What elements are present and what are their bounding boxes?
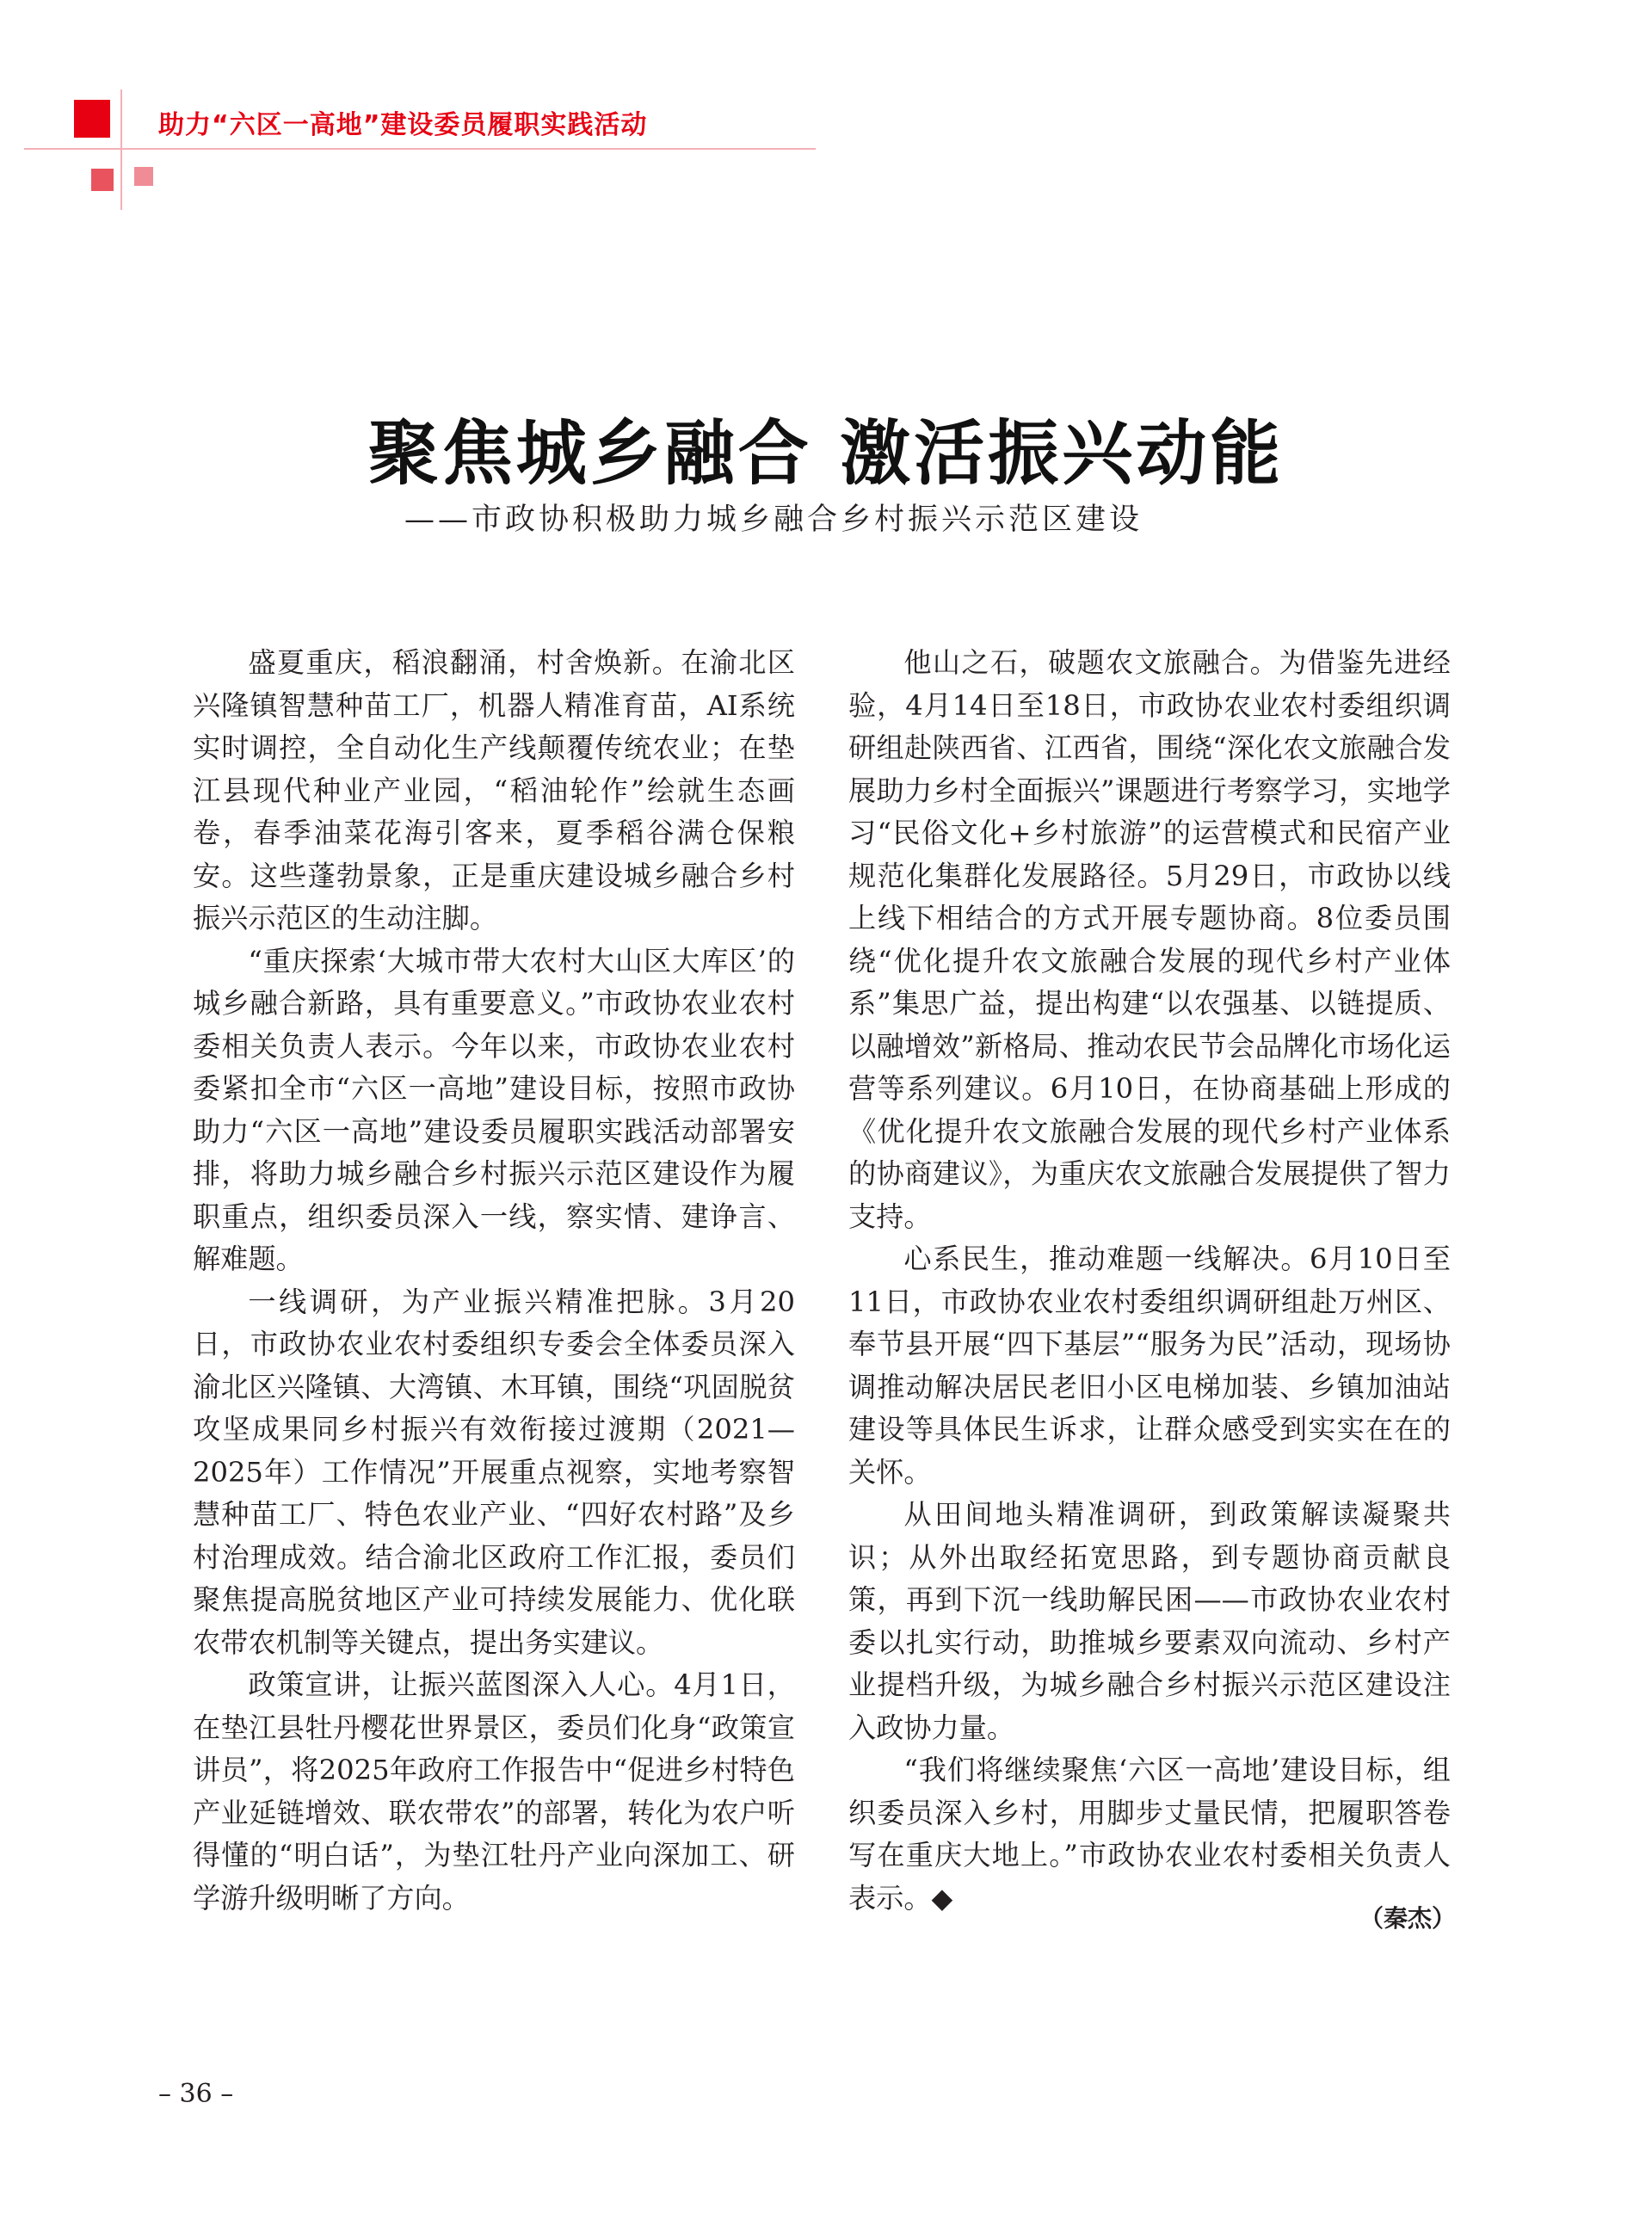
article-subtitle: ——市政协积极助力城乡融合乡村振兴示范区建设 [404,503,1143,537]
paragraph: “重庆探索‘大城市带大农村大山区大库区’的城乡融合新路，具有重要意义。”市政协农业农村委相关负责人表示。今年以来，市政协农业农村委紧扣全市“六区一高地”建设目标，按照市政协助力“六区一高地”建设委员履职实践活动部署安排，将助力城乡融合乡村振兴示范区建设作为履职重点，组织委员深入一线，察实情、建诤言、解难题。 [193,944,795,1275]
left-column [193,642,795,1920]
header-small-square-light [134,167,153,186]
paragraph: 他山之石，破题农文旅融合。为借鉴先进经验，4月14日至18日，市政协农业农村委组织调研组赴陕西省、江西省，围绕“深化农文旅融合发展助力乡村全面振兴”课题进行考察学习，实地学习“民俗文化+乡村旅游”的运营模式和民宿产业规范化集群化发展路径。5月29日，市政协以线上线下相结合的方式开展专题协商。8位委员围绕“优化提升农文旅融合发展的现代乡村产业体系”集思广益，提出构建“以农强基、以链提质、以融增效”新格局、推动农民节会品牌化市场化运营等系列建议。6月10日，在协商基础上形成的《优化提升农文旅融合发展的现代乡村产业体系的协商建议》，为重庆农文旅融合发展提供了智力支持。 [848,646,1451,1233]
paragraph: 盛夏重庆，稻浪翻涌，村舍焕新。在渝北区兴隆镇智慧种苗工厂，机器人精准育苗，AI系统实时调控，全自动化生产线颠覆传统农业；在垫江县现代种业产业园，“稻油轮作”绘就生态画卷，春季油菜花海引客来，夏季稻谷满仓保粮安。这些蓬勃景象，正是重庆建设城乡融合乡村振兴示范区的生动注脚。 [193,646,795,934]
paragraph: 从田间地头精准调研，到政策解读凝聚共识；从外出取经拓宽思路，到专题协商贡献良策，再到下沉一线助解民困——市政协农业农村委以扎实行动，助推城乡要素双向流动、乡村产业提档升级，为城乡融合乡村振兴示范区建设注入政协力量。 [848,1498,1451,1744]
page-number: – 36 – [158,2079,234,2109]
header-rule-vertical [120,89,122,210]
author-byline: （秦杰） [1359,1904,1456,1933]
header-red-square [74,100,110,138]
header-small-square [91,169,114,191]
header-rule-horizontal [24,148,816,150]
right-column [848,642,1451,1920]
article-title: 聚焦城乡融合 激活振兴动能 [367,413,1285,495]
section-label: 助力“六区一高地”建设委员履职实践活动 [158,110,648,140]
paragraph: 政策宣讲，让振兴蓝图深入人心。4月1日，在垫江县牡丹樱花世界景区，委员们化身“政策宣讲员”，将2025年政府工作报告中“促进乡村特色产业延链增效、联农带农”的部署，转化为农户听得懂的“明白话”，为垫江牡丹产业向深加工、研学游升级明晰了方向。 [193,1668,795,1915]
paragraph: 一线调研，为产业振兴精准把脉。3月20日，市政协农业农村委组织专委会全体委员深入渝北区兴隆镇、大湾镇、木耳镇，围绕“巩固脱贫攻坚成果同乡村振兴有效衔接过渡期（2021—2025年）工作情况”开展重点视察，实地考察智慧种苗工厂、特色农业产业、“四好农村路”及乡村治理成效。结合渝北区政府工作汇报，委员们聚焦提高脱贫地区产业可持续发展能力、优化联农带农机制等关键点，提出务实建议。 [193,1285,795,1659]
paragraph: “我们将继续聚焦‘六区一高地’建设目标，组织委员深入乡村，用脚步丈量民情，把履职答卷写在重庆大地上。”市政协农业农村委相关负责人表示。◆ [848,1754,1451,1915]
paragraph: 心系民生，推动难题一线解决。6月10日至11日，市政协农业农村委组织调研组赴万州区、奉节县开展“四下基层”“服务为民”活动，现场协调推动解决居民老旧小区电梯加装、乡镇加油站建设等具体民生诉求，让群众感受到实实在在的关怀。 [848,1242,1451,1489]
